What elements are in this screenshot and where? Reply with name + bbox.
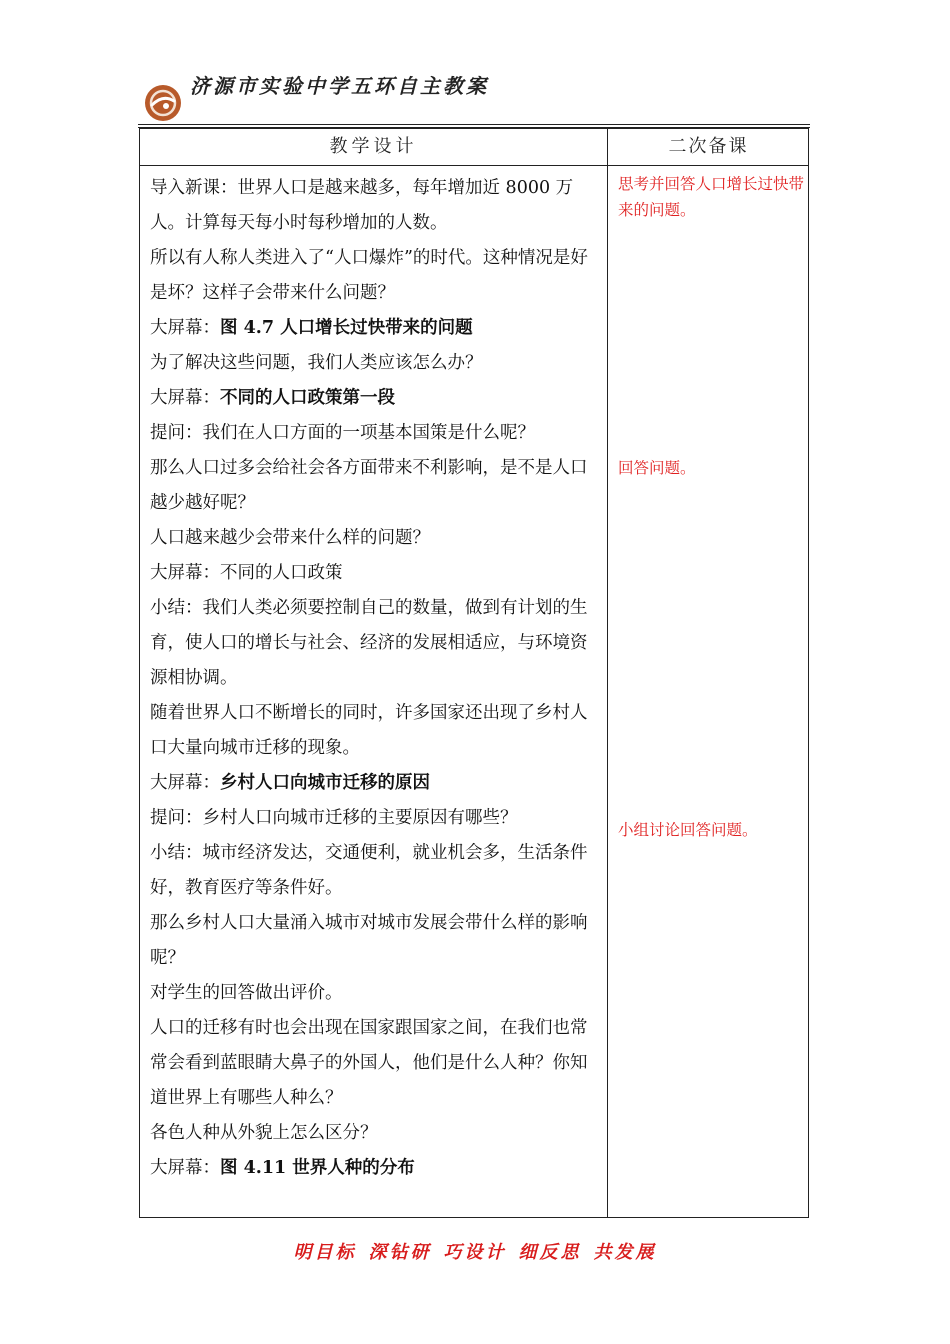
footer-motto-item: 明目标 <box>293 1242 357 1263</box>
school-title: 济源市实验中学五环自主教案 <box>190 74 489 98</box>
footer-motto-item: 深钻研 <box>368 1242 432 1263</box>
content-paragraph: 那么人口过多会给社会各方面带来不利影响，是不是人口越少越好呢？ <box>150 458 588 513</box>
content-paragraph: 小结：城市经济发达，交通便利，就业机会多，生活条件好，教育医疗等条件好。 <box>150 843 588 898</box>
content-paragraph <box>150 1151 602 1186</box>
screen-label: 大屏幕： <box>150 1158 220 1178</box>
content-paragraph: 提问：我们在人口方面的一项基本国策是什么呢？ <box>150 423 535 443</box>
side-note-2: 回答问题。 <box>618 459 696 477</box>
side-note-3: 小组讨论回答问题。 <box>618 821 758 839</box>
screen-title: 乡村人口向城市迁移的原因 <box>220 773 430 793</box>
header-rule <box>138 124 810 125</box>
content-paragraph: 随着世界人口不断增长的同时，许多国家还出现了乡村人口大量向城市迁移的现象。 <box>150 703 588 758</box>
lesson-plan-table <box>139 128 809 1218</box>
content-paragraph: 对学生的回答做出评价。 <box>150 983 343 1003</box>
table-header-row <box>140 129 808 166</box>
screen-title: 图 4.7 人口增长过快带来的问题 <box>220 318 473 338</box>
side-note-1: 思考并回答人口增长过快带来的问题。 <box>618 175 805 219</box>
content-paragraph: 提问：乡村人口向城市迁移的主要原因有哪些？ <box>150 808 518 828</box>
content-paragraph <box>150 766 602 801</box>
content-paragraph: 小结：我们人类必须要控制自己的数量，做到有计划的生育，使人口的增长与社会、经济的发展相适应，与环境资源相协调。 <box>150 598 588 688</box>
column-header-teaching-design: 教学设计 <box>329 136 418 157</box>
column-divider <box>607 129 608 1217</box>
content-paragraph: 导入新课：世界人口是越来越多，每年增加近 8000 万人。计算每天每小时每秒增加的人数。 <box>150 178 574 233</box>
content-paragraph: 为了解决这些问题，我们人类应该怎么办？ <box>150 353 483 373</box>
footer-motto-item: 共发展 <box>593 1242 657 1263</box>
content-paragraph: 各色人种从外貌上怎么区分？ <box>150 1123 378 1143</box>
footer-motto-item: 巧设计 <box>443 1242 507 1263</box>
column-header-second-prep: 二次备课 <box>668 136 749 157</box>
screen-label: 大屏幕： <box>150 388 220 408</box>
screen-label: 大屏幕： <box>150 318 220 338</box>
content-paragraph <box>150 381 602 416</box>
content-paragraph: 大屏幕：不同的人口政策 <box>150 563 343 583</box>
content-paragraph: 那么乡村人口大量涌入城市对城市发展会带什么样的影响呢？ <box>150 913 588 968</box>
teaching-design-content <box>150 171 602 1186</box>
page-header <box>138 64 810 128</box>
screen-title: 不同的人口政策第一段 <box>220 388 395 408</box>
screen-title: 图 4.11 世界人种的分布 <box>220 1158 415 1178</box>
screen-label: 大屏幕： <box>150 773 220 793</box>
content-paragraph <box>150 311 602 346</box>
page-footer-motto <box>0 1238 950 1264</box>
school-logo-icon <box>144 84 182 122</box>
content-paragraph: 所以有人称人类进入了“人口爆炸”的时代。这种情况是好是坏？这样子会带来什么问题？ <box>150 248 588 303</box>
content-paragraph: 人口越来越少会带来什么样的问题？ <box>150 528 430 548</box>
content-paragraph: 人口的迁移有时也会出现在国家跟国家之间，在我们也常常会看到蓝眼睛大鼻子的外国人，他们是什么人种？你知道世界上有哪些人种么？ <box>150 1018 588 1108</box>
footer-motto-item: 细反思 <box>518 1242 582 1263</box>
